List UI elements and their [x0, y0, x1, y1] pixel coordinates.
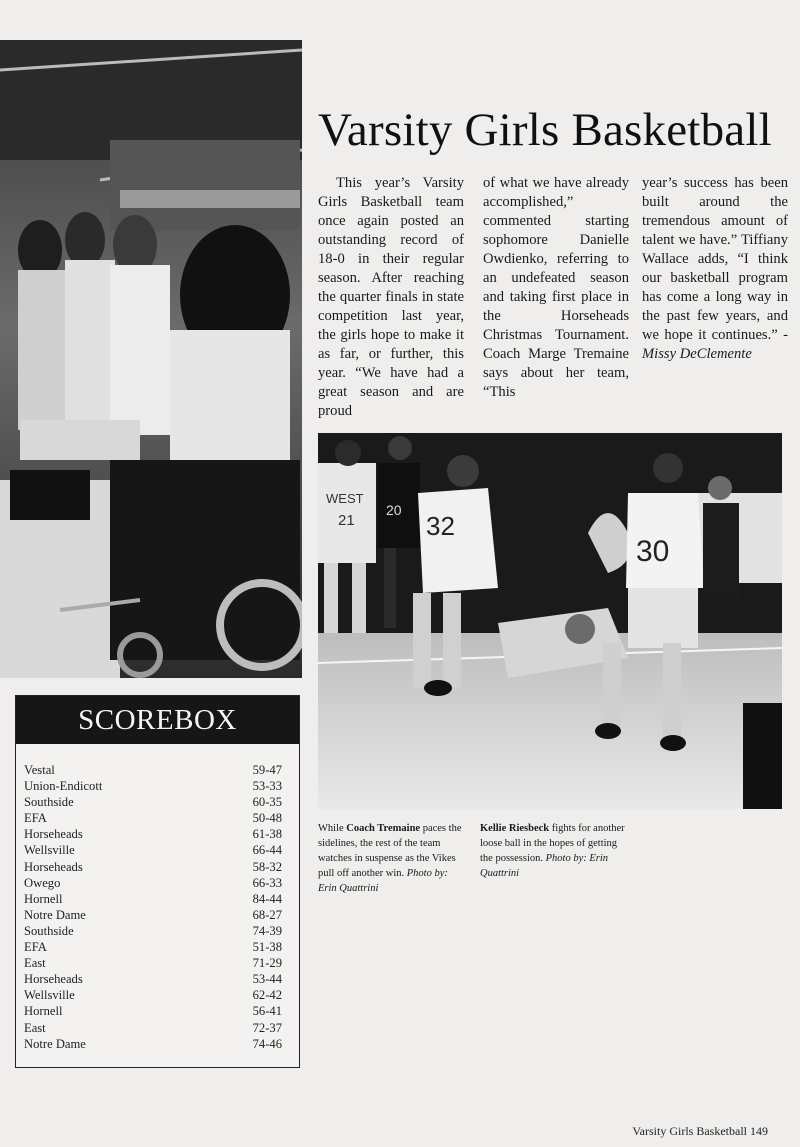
score-opponent: Hornell	[24, 1004, 63, 1019]
score-result: 58-32	[252, 859, 282, 874]
story-column-3	[642, 174, 788, 364]
score-row	[16, 859, 299, 875]
story-column-2: of what we have already accomplished,” commented starting sophomore Danielle Owdienko, referring to an undefeated season and taking first place in the Horseheads Christmas Tournament. Coach Marge Tremaine says about her team, “This	[483, 175, 629, 400]
story-column-1: This year’s Varsity Girls Basketball team once again posted an outstanding record of 18-0 in their regular season. After reaching the quarter finals in state competition last year, the girls hope to make it as far, or further, this year. “We have had a great season and are proud	[318, 175, 464, 419]
score-row	[16, 891, 299, 907]
score-result: 72-37	[252, 1020, 282, 1035]
score-opponent: Horseheads	[24, 859, 83, 874]
score-opponent: Southside	[24, 795, 74, 810]
score-row	[16, 907, 299, 923]
score-result: 74-46	[252, 1036, 282, 1051]
bleachers-photo-image	[0, 40, 302, 678]
caption-left-credit: Photo by: Erin Quattrini	[318, 868, 448, 894]
score-row	[16, 842, 299, 858]
score-row	[16, 810, 299, 826]
score-opponent: Southside	[24, 923, 74, 938]
photo-caption-left	[318, 821, 468, 896]
score-result: 71-29	[252, 956, 282, 971]
score-row	[16, 778, 299, 794]
score-opponent: Notre Dame	[24, 1036, 86, 1051]
score-row	[16, 923, 299, 939]
score-opponent: East	[24, 956, 46, 971]
story-column-3-text: year’s success has been built around the tremendous amount of talent we have.” Tiffiany Wallace adds, “I think our basketball program has come a long way in the past few years, and we hope it continues.”	[642, 175, 788, 343]
score-row	[16, 987, 299, 1003]
scorebox	[15, 695, 300, 1068]
jersey-number-32: 32	[426, 511, 455, 541]
caption-right-credit: Photo by: Erin Quattrini	[480, 853, 609, 879]
score-result: 66-44	[252, 843, 282, 858]
score-row	[16, 875, 299, 891]
byline: -Missy DeClemente	[642, 327, 788, 362]
score-opponent: Wellsville	[24, 988, 75, 1003]
page-title: Varsity Girls Basketball	[318, 104, 772, 156]
score-row	[16, 794, 299, 810]
score-row	[16, 762, 299, 778]
score-row	[16, 1036, 299, 1052]
jersey-number-21: 21	[338, 512, 355, 529]
score-opponent: Horseheads	[24, 827, 83, 842]
score-list	[16, 744, 299, 1052]
score-row	[16, 971, 299, 987]
score-result: 62-42	[252, 988, 282, 1003]
caption-left-prefix: While	[318, 823, 347, 834]
game-photo	[318, 433, 782, 809]
photo-caption-right	[480, 821, 630, 881]
caption-left-subject: Coach Tremaine	[346, 823, 421, 834]
jersey-number-20: 20	[386, 502, 402, 518]
score-result: 74-39	[252, 923, 282, 938]
score-result: 56-41	[252, 1004, 282, 1019]
score-result: 53-44	[252, 972, 282, 987]
bleachers-photo	[0, 40, 302, 678]
score-opponent: EFA	[24, 940, 47, 955]
score-opponent: Horseheads	[24, 972, 83, 987]
game-photo-image	[318, 433, 782, 809]
score-result: 66-33	[252, 875, 282, 890]
score-opponent: Notre Dame	[24, 907, 86, 922]
score-result: 68-27	[252, 907, 282, 922]
score-result: 53-33	[252, 779, 282, 794]
score-result: 60-35	[252, 795, 282, 810]
scorebox-title: SCOREBOX	[16, 696, 299, 744]
score-result: 61-38	[252, 827, 282, 842]
score-row	[16, 1003, 299, 1019]
caption-right-subject: Kellie Riesbeck	[480, 823, 550, 834]
score-opponent: Wellsville	[24, 843, 75, 858]
score-opponent: East	[24, 1020, 46, 1035]
score-opponent: Owego	[24, 875, 61, 890]
score-row	[16, 1020, 299, 1036]
score-result: 51-38	[252, 940, 282, 955]
score-result: 84-44	[252, 891, 282, 906]
caption-right-text: fights for another loose ball in the hopes of getting the possession.	[480, 823, 625, 864]
caption-left-text: paces the sidelines, the rest of the team watches in suspense as the Vikes pull off another win.	[318, 823, 462, 879]
score-result: 50-48	[252, 811, 282, 826]
jersey-text-west: WEST	[326, 491, 364, 506]
score-row	[16, 955, 299, 971]
page-footer: Varsity Girls Basketball 149	[632, 1124, 768, 1138]
score-opponent: Vestal	[24, 763, 55, 777]
score-row	[16, 826, 299, 842]
score-opponent: EFA	[24, 811, 47, 826]
score-opponent: Union-Endicott	[24, 779, 103, 794]
score-opponent: Hornell	[24, 891, 63, 906]
score-row	[16, 939, 299, 955]
score-result: 59-47	[252, 763, 282, 777]
jersey-number-30: 30	[636, 535, 670, 568]
